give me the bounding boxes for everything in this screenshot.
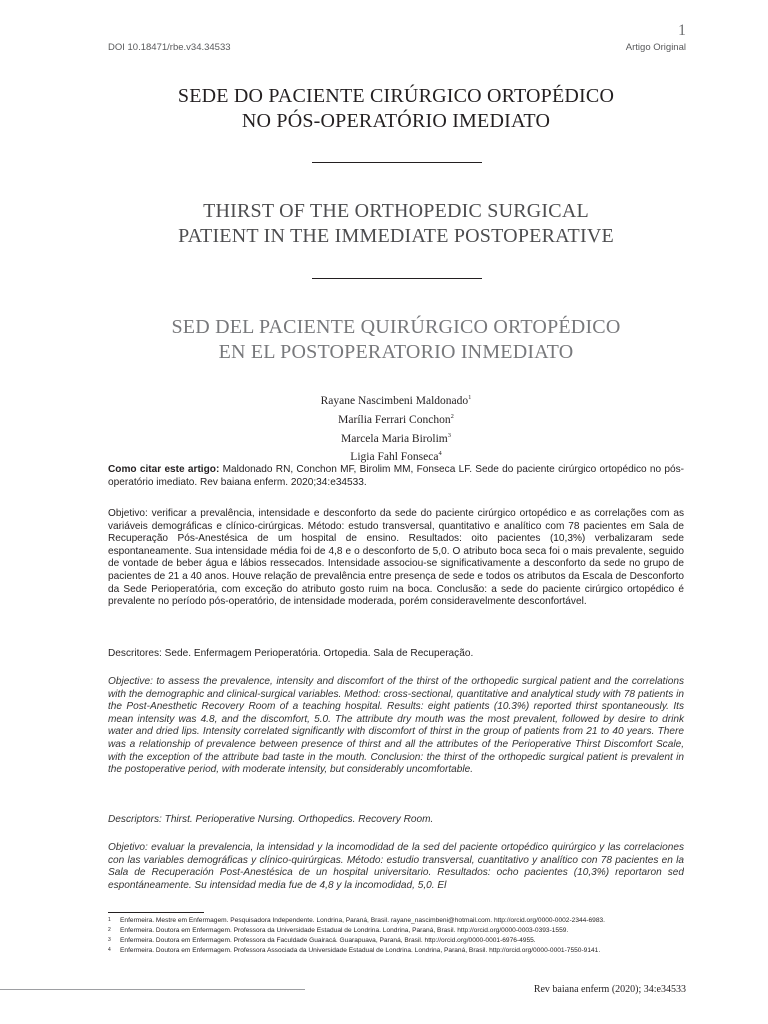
abstract-english: Objective: to assess the prevalence, intensity and discomfort of the thirst of the orthopedic surgical patient and the correlations with the demographic and clinical-surgical variables. Method: cross-sectional, quantitative and analytical study with 78 patients in the Post-Anesthetic Recovery Room of a teaching hospital. Results: eight patients (10.3%) reported thirst spontaneously. Its mean intensity was 4.8, and the discomfort, 5.0. The attribute dry mouth was the most prevalent, followed by desire to drink water and dried lips. Intensity correlated significantly with discomfort of thirst in the group of patients from 21 to 40 years. There was a relationship of prevalence between presence of thirst and all the attributes of the Perioperative Thirst Discomfort Scale, with the exception of the attribute bad taste in the mouth. Conclusion: the thirst of the orthopedic surgical patient is prevalent in the postoperative period, with moderate intensity, but considerably uncomfortable. (108, 676, 684, 776)
doi-label: DOI 10.18471/rbe.v34.34533 (108, 42, 231, 53)
citation (108, 464, 684, 489)
author (0, 428, 768, 447)
title-pt-line-1: SEDE DO PACIENTE CIRÚRGICO ORTOPÉDICO (177, 85, 615, 107)
citation-text: Maldonado RN, Conchon MF, Birolim MM, Fonseca LF. Sede do paciente cirúrgico ortopédico no pós-operatório imediato. Rev baiana enferm. 2020;34:e34533. (108, 464, 684, 488)
footer-divider (0, 989, 305, 990)
title-es-line-2: EN EL POSTOPERATORIO INMEDIATO (218, 341, 574, 363)
author-name: Marília Ferrari Conchon (338, 413, 451, 426)
abstract-spanish: Objetivo: evaluar la prevalencia, la intensidad y la incomodidad de la sed del paciente ortopédico quirúrgico y las correlaciones con las variables demográficas y clínico-quirúrgicas. Método: estudio transversal, cuantitativo y analítico con 78 pacientes en la Sala de Recuperación Post-Anestésica de un hospital universitario. Resultados: ocho pacientes (10,3%) reportaron sed espontáneamente. Su intensidad media fue de 4,8 y la incomodidad, 5,0. El (108, 842, 684, 891)
citation-label: Como citar este artigo: (108, 464, 220, 475)
page-number: 1 (678, 22, 686, 39)
footnote-number: 1 (108, 917, 111, 923)
title-divider (312, 278, 482, 279)
author-affiliation-mark: 4 (438, 450, 442, 458)
article-type-label: Artigo Original (625, 42, 686, 53)
author-affiliation-mark: 3 (447, 431, 451, 439)
footnote (108, 916, 688, 926)
author-list (0, 390, 768, 465)
descriptors-portuguese: Descritores: Sede. Enfermagem Perioperatória. Ortopedia. Sala de Recuperação. (108, 648, 474, 659)
title-es-line-1: SED DEL PACIENTE QUIRÚRGICO ORTOPÉDICO (171, 316, 621, 338)
title-en-line-1: THIRST OF THE ORTHOPEDIC SURGICAL (203, 200, 589, 222)
descriptors-english: Descriptors: Thirst. Perioperative Nursing. Orthopedics. Recovery Room. (108, 814, 434, 825)
abstract-portuguese: Objetivo: verificar a prevalência, intensidade e desconforto da sede do paciente cirúrgico ortopédico e as correlações com as variáveis demográficas e clínico-cirúrgicas. Método: estudo transversal, quantitativo e analítico com 78 pacientes em Sala de Recuperação Pós-Anestésica de um hospital de ensino. Resultados: oito pacientes (10,3%) verbalizaram sede espontaneamente. Sua intensidade média foi de 4,8 e o desconforto de 5,0. O atributo boca seca foi o mais prevalente, seguido de vontade de beber água e lábios ressecados. Intensidade associou-se significativamente a desconforto da sede no grupo de pacientes de 21 a 40 anos. Houve relação de prevalência entre presença de sede e todos os atributos da Escala de Desconforto da Sede Perioperatória, com exceção do atributo gosto ruim na boca. Conclusão: a sede do paciente cirúrgico ortopédico é prevalente no período pós-operatório, de intensidade moderada, porém consideravelmente desconfortável. (108, 508, 684, 608)
footnotes (108, 916, 688, 956)
footnote (108, 936, 688, 946)
footnote-number: 3 (108, 937, 111, 943)
footnote-text: Enfermeira. Mestre em Enfermagem. Pesquisadora Independente. Londrina, Paraná, Brasil. rayane_nascimbeni@hotmail.com. http://orcid.org/0000-0002-2344-6983. (120, 917, 606, 924)
title-spanish (0, 315, 768, 365)
footnote-divider (108, 912, 204, 913)
author (0, 390, 768, 409)
author (0, 409, 768, 428)
author-affiliation-mark: 1 (468, 394, 472, 401)
title-pt-line-2: NO PÓS-OPERATÓRIO IMEDIATO (241, 110, 551, 132)
footnote-number: 4 (108, 947, 111, 953)
author-affiliation-mark: 2 (450, 412, 454, 420)
footnote (108, 946, 688, 956)
footnote-text: Enfermeira. Doutora em Enfermagem. Professora da Universidade Estadual de Londrina. Londrina, Paraná, Brasil. http://orcid.org/0000-0003-0393-1559. (120, 927, 569, 934)
journal-footer: Rev baiana enferm (2020); 34:e34533 (533, 984, 686, 995)
author-name: Marcela Maria Birolim (341, 432, 448, 445)
author-name: Ligia Fahl Fonseca (350, 451, 439, 464)
title-portuguese (0, 84, 768, 134)
footnote (108, 926, 688, 936)
footnote-text: Enfermeira. Doutora em Enfermagem. Professora Associada da Universidade Estadual de Londrina. Londrina, Paraná, Brasil. http://orcid.org/0000-0001-7550-9141. (120, 947, 601, 954)
author-name: Rayane Nascimbeni Maldonado (320, 394, 469, 407)
footnote-number: 2 (108, 927, 111, 933)
title-divider (312, 162, 482, 163)
author (0, 446, 768, 465)
title-en-line-2: PATIENT IN THE IMMEDIATE POSTOPERATIVE (178, 225, 614, 247)
title-english (0, 199, 768, 249)
footnote-text: Enfermeira. Doutora em Enfermagem. Professora da Faculdade Guairacá. Guarapuava, Paraná, Brasil. http://orcid.org/0000-0001-6976-4955. (120, 937, 536, 944)
